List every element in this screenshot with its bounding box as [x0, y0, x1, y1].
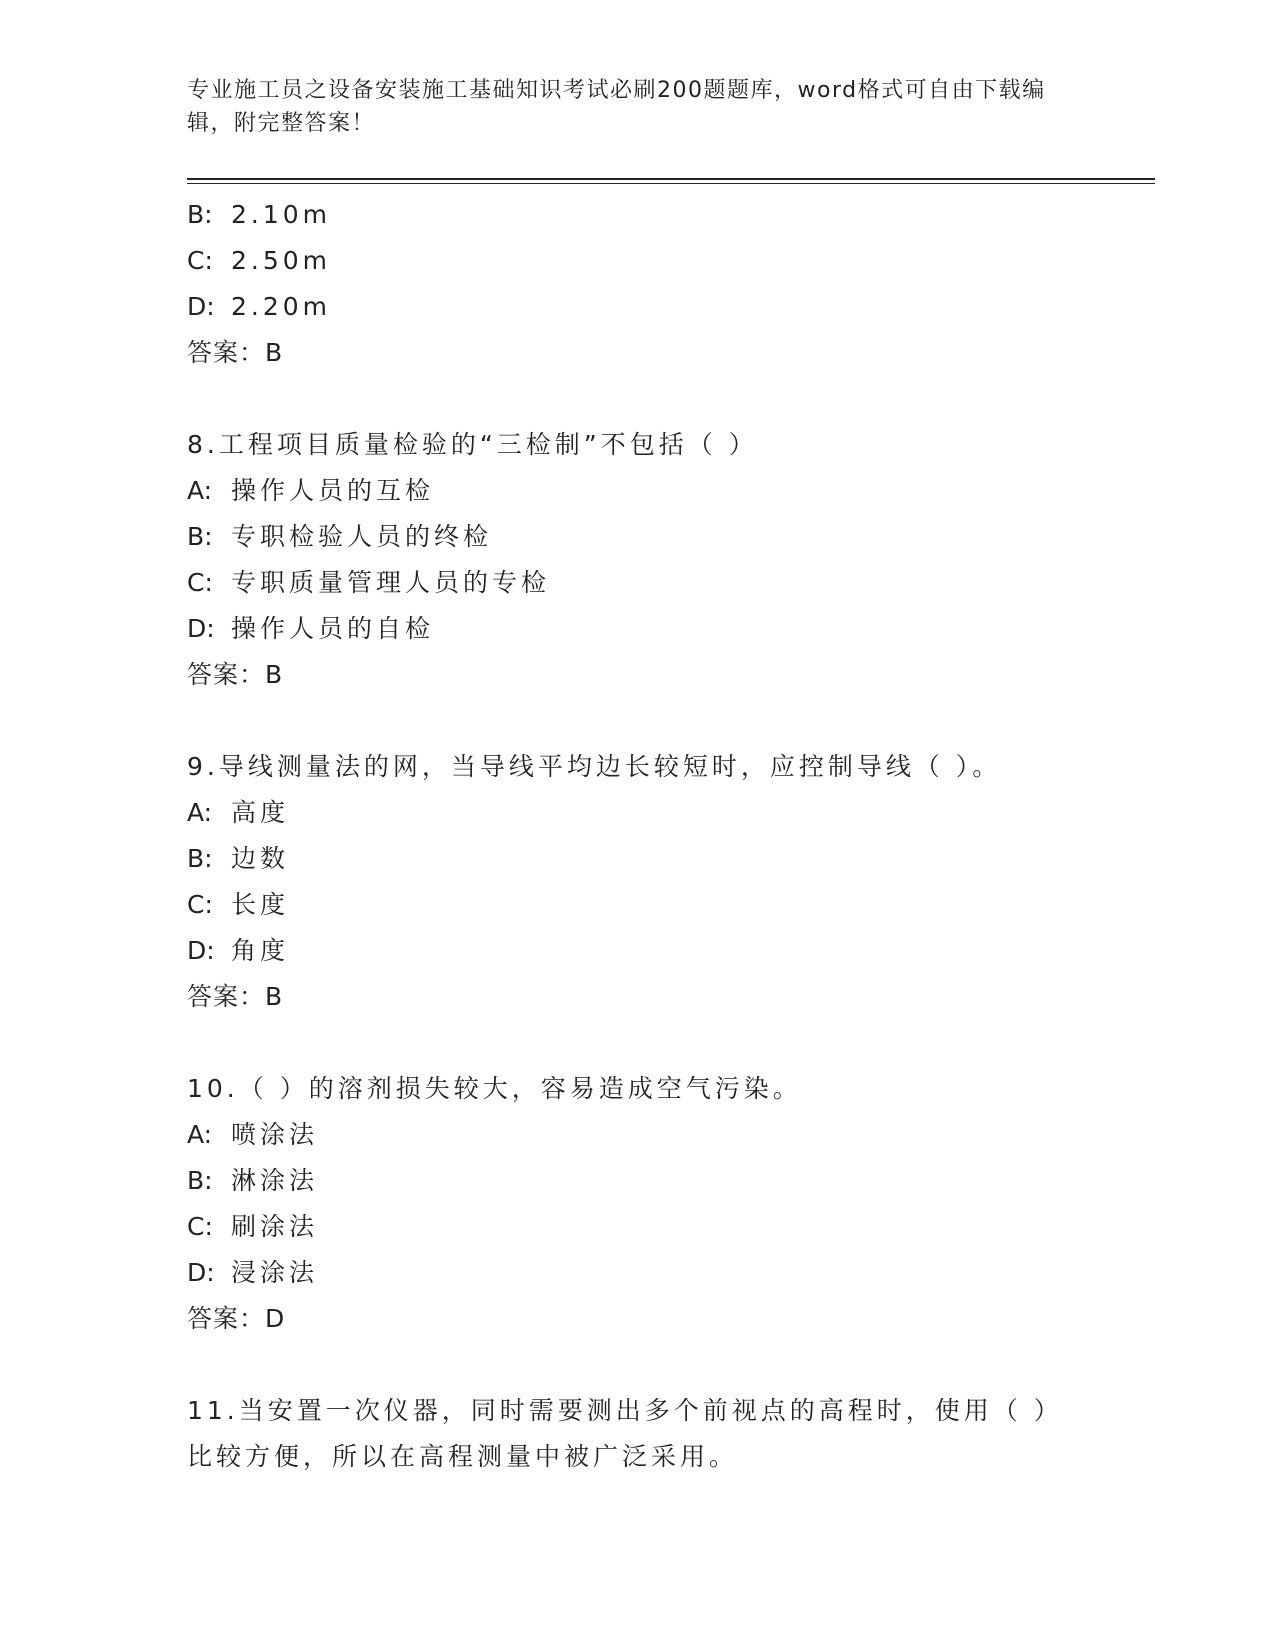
spacer: [187, 698, 1087, 744]
option-text: 浸涂法: [231, 1258, 319, 1287]
option-letter: B:: [187, 1166, 213, 1195]
spacer: [187, 1342, 1087, 1388]
answer-line: 答案：B: [187, 338, 284, 367]
option-text: 专职检验人员的终检: [231, 522, 493, 551]
answer-line: 答案：B: [187, 982, 284, 1011]
option-text: 高度: [231, 798, 290, 827]
option-text: 操作人员的自检: [231, 614, 435, 643]
spacer: [187, 376, 1087, 422]
option-d: [187, 284, 1087, 330]
question-block-8: [187, 422, 1087, 698]
option-letter: B:: [187, 844, 213, 873]
question-stem-line-2: 比较方便，所以在高程测量中被广泛采用。: [187, 1442, 739, 1471]
option-b: [187, 836, 1087, 882]
spacer: [187, 1020, 1087, 1066]
option-text: 淋涂法: [231, 1166, 319, 1195]
question-stem: 8.工程项目质量检验的“三检制”不包括（ ）: [187, 430, 758, 459]
option-text: 专职质量管理人员的专检: [231, 568, 551, 597]
option-text: 喷涂法: [231, 1120, 319, 1149]
option-c: [187, 238, 1087, 284]
option-letter: D:: [187, 614, 215, 643]
option-letter: A:: [187, 1120, 213, 1149]
option-letter: A:: [187, 798, 213, 827]
answer-line: 答案：B: [187, 660, 284, 689]
question-block-partial: [187, 192, 1087, 376]
question-block-10: [187, 1066, 1087, 1342]
question-stem-line-1: 11.当安置一次仪器，同时需要测出多个前视点的高程时，使用（ ）: [187, 1396, 1063, 1425]
option-letter: C:: [187, 568, 213, 597]
option-d: [187, 928, 1087, 974]
option-text: 角度: [231, 936, 290, 965]
option-letter: C:: [187, 1212, 213, 1241]
option-text: 2.50m: [231, 246, 332, 275]
option-text: 边数: [231, 844, 290, 873]
option-text: 长度: [231, 890, 290, 919]
question-block-9: [187, 744, 1087, 1020]
option-d: [187, 1250, 1087, 1296]
option-text: 2.20m: [231, 292, 332, 321]
header-divider-thin: [187, 183, 1155, 184]
option-c: [187, 560, 1087, 606]
option-a: [187, 468, 1087, 514]
document-header: 专业施工员之设备安装施工基础知识考试必刷200题题库，word格式可自由下载编辑，附完整答案！: [187, 78, 1046, 136]
option-letter: D:: [187, 1258, 215, 1287]
header-divider-thick: [187, 178, 1155, 180]
option-letter: C:: [187, 890, 213, 919]
option-text: 操作人员的互检: [231, 476, 435, 505]
option-b: [187, 192, 1087, 238]
option-letter: B:: [187, 522, 213, 551]
option-c: [187, 1204, 1087, 1250]
option-letter: D:: [187, 936, 215, 965]
option-letter: D:: [187, 292, 215, 321]
option-letter: C:: [187, 246, 213, 275]
option-b: [187, 514, 1087, 560]
question-list: [187, 192, 1087, 1480]
option-a: [187, 790, 1087, 836]
option-d: [187, 606, 1087, 652]
option-text: 刷涂法: [231, 1212, 319, 1241]
option-a: [187, 1112, 1087, 1158]
question-block-11: [187, 1388, 1087, 1480]
answer-line: 答案：D: [187, 1304, 286, 1333]
option-c: [187, 882, 1087, 928]
option-b: [187, 1158, 1087, 1204]
question-stem: 10.（ ）的溶剂损失较大，容易造成空气污染。: [187, 1074, 802, 1103]
question-stem: 9.导线测量法的网，当导线平均边长较短时，应控制导线（ ）。: [187, 752, 1002, 781]
option-letter: A:: [187, 476, 213, 505]
option-letter: B:: [187, 200, 213, 229]
option-text: 2.10m: [231, 200, 332, 229]
